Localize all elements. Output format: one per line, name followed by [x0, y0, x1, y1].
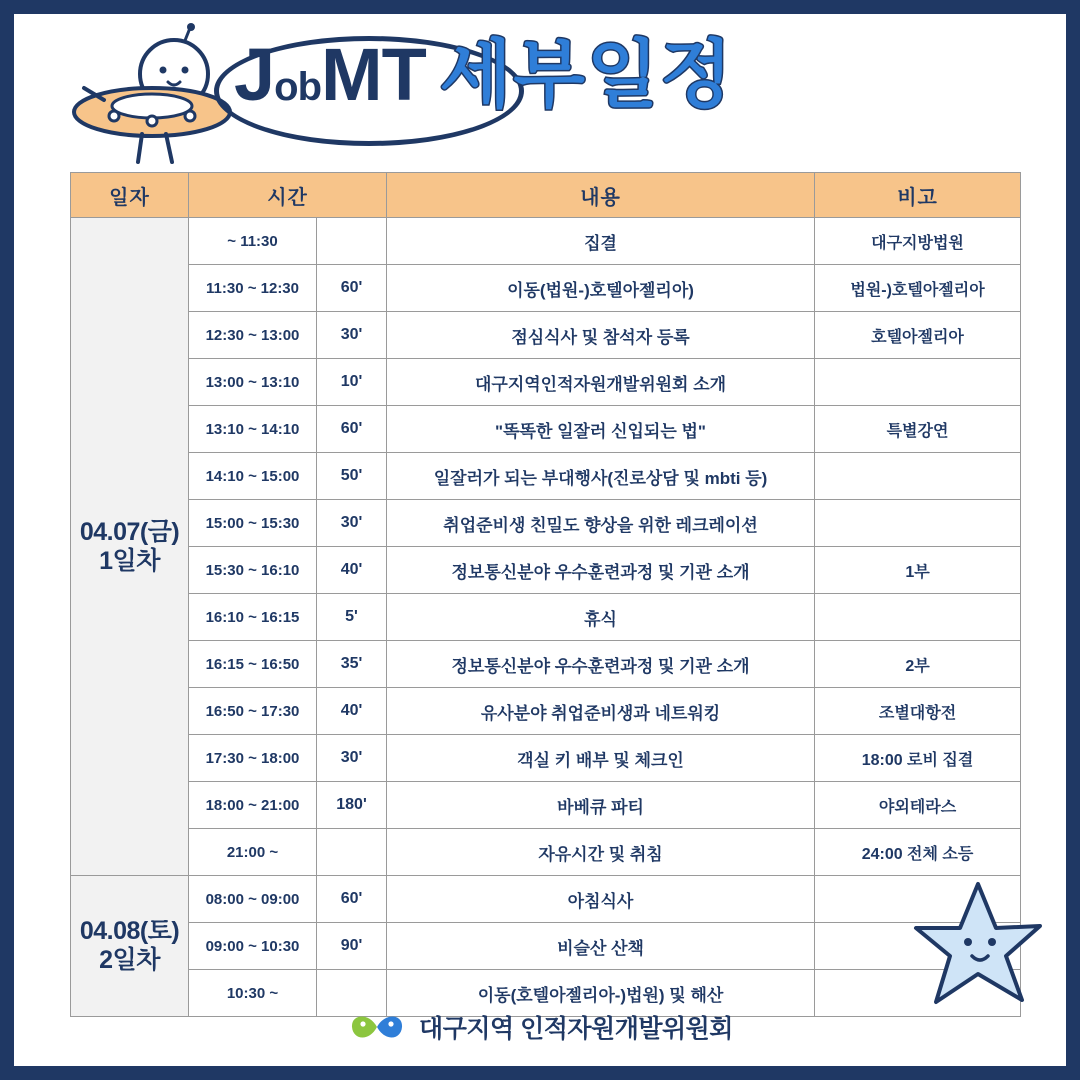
time-cell: 16:15 ~ 16:50: [189, 641, 317, 688]
poster-title: [234, 33, 734, 116]
duration-cell: [317, 218, 387, 265]
schedule-table: [70, 172, 1021, 1017]
table-body: [71, 218, 1021, 1017]
note-cell: [815, 359, 1021, 406]
content-cell: 취업준비생 친밀도 향상을 위한 레크레이션: [387, 500, 815, 547]
table-row: [71, 923, 1021, 970]
column-header-time: 시간: [189, 173, 387, 218]
time-cell: 14:10 ~ 15:00: [189, 453, 317, 500]
time-cell: 13:00 ~ 13:10: [189, 359, 317, 406]
table-row: [71, 359, 1021, 406]
note-cell: 야외테라스: [815, 782, 1021, 829]
table-row: [71, 218, 1021, 265]
duration-cell: 60': [317, 265, 387, 312]
note-cell: [815, 500, 1021, 547]
duration-cell: 60': [317, 876, 387, 923]
note-cell: [815, 594, 1021, 641]
table-row: [71, 688, 1021, 735]
content-cell: 이동(법원-)호텔아젤리아): [387, 265, 815, 312]
date-cell: 04.08(토) 2일차: [71, 876, 189, 1017]
note-cell: 법원-)호텔아젤리아: [815, 265, 1021, 312]
table-row: [71, 641, 1021, 688]
content-cell: 이동(호텔아젤리아-)법원) 및 해산: [387, 970, 815, 1017]
content-cell: 대구지역인적자원개발위원회 소개: [387, 359, 815, 406]
date-cell: 04.07(금) 1일차: [71, 218, 189, 876]
table-row: [71, 876, 1021, 923]
column-header-note: 비고: [815, 173, 1021, 218]
duration-cell: 90': [317, 923, 387, 970]
time-cell: 21:00 ~: [189, 829, 317, 876]
duration-cell: 30': [317, 312, 387, 359]
time-cell: 11:30 ~ 12:30: [189, 265, 317, 312]
time-cell: 16:10 ~ 16:15: [189, 594, 317, 641]
time-cell: 09:00 ~ 10:30: [189, 923, 317, 970]
footer-organization: 대구지역 인적자원개발위원회: [419, 1015, 733, 1043]
time-cell: 12:30 ~ 13:00: [189, 312, 317, 359]
content-cell: 바베큐 파티: [387, 782, 815, 829]
time-cell: 17:30 ~ 18:00: [189, 735, 317, 782]
duration-cell: 30': [317, 735, 387, 782]
note-cell: 2부: [815, 641, 1021, 688]
table-row: [71, 782, 1021, 829]
content-cell: 정보통신분야 우수훈련과정 및 기관 소개: [387, 547, 815, 594]
content-cell: 자유시간 및 취침: [387, 829, 815, 876]
time-cell: ~ 11:30: [189, 218, 317, 265]
duration-cell: 180': [317, 782, 387, 829]
poster-header: [14, 14, 1066, 164]
note-cell: 호텔아젤리아: [815, 312, 1021, 359]
table-header-row: [71, 173, 1021, 218]
time-cell: 15:00 ~ 15:30: [189, 500, 317, 547]
title-mt: MT: [321, 33, 426, 116]
note-cell: 대구지방법원: [815, 218, 1021, 265]
content-cell: 정보통신분야 우수훈련과정 및 기관 소개: [387, 641, 815, 688]
content-cell: 객실 키 배부 및 체크인: [387, 735, 815, 782]
column-header-date: 일자: [71, 173, 189, 218]
table-row: [71, 453, 1021, 500]
table-row: [71, 594, 1021, 641]
duration-cell: 40': [317, 547, 387, 594]
duration-cell: [317, 829, 387, 876]
table-row: [71, 829, 1021, 876]
duration-cell: 5': [317, 594, 387, 641]
note-cell: 특별강연: [815, 406, 1021, 453]
duration-cell: 40': [317, 688, 387, 735]
column-header-content: 내용: [387, 173, 815, 218]
title-korean: 세부일정: [439, 33, 734, 116]
infinity-fish-logo-icon: [347, 1006, 407, 1048]
title-j: J: [234, 33, 275, 116]
note-cell: [815, 453, 1021, 500]
content-cell: 휴식: [387, 594, 815, 641]
time-cell: 16:50 ~ 17:30: [189, 688, 317, 735]
content-cell: 유사분야 취업준비생과 네트워킹: [387, 688, 815, 735]
content-cell: 점심식사 및 참석자 등록: [387, 312, 815, 359]
note-cell: 조별대항전: [815, 688, 1021, 735]
time-cell: 18:00 ~ 21:00: [189, 782, 317, 829]
time-cell: 13:10 ~ 14:10: [189, 406, 317, 453]
time-cell: 10:30 ~: [189, 970, 317, 1017]
duration-cell: 30': [317, 500, 387, 547]
schedule-table-wrap: [70, 172, 1020, 1017]
star-character-icon: [912, 876, 1042, 1006]
content-cell: 일잘러가 되는 부대행사(진로상담 및 mbti 등): [387, 453, 815, 500]
content-cell: 집결: [387, 218, 815, 265]
content-cell: 비슬산 산책: [387, 923, 815, 970]
time-cell: 15:30 ~ 16:10: [189, 547, 317, 594]
note-cell: 18:00 로비 집결: [815, 735, 1021, 782]
duration-cell: 60': [317, 406, 387, 453]
note-cell: 1부: [815, 547, 1021, 594]
table-row: [71, 735, 1021, 782]
title-ob: ob: [274, 65, 322, 109]
duration-cell: 10': [317, 359, 387, 406]
table-row: [71, 406, 1021, 453]
poster-footer: [14, 1006, 1066, 1048]
content-cell: 아침식사: [387, 876, 815, 923]
table-row: [71, 265, 1021, 312]
title-jobmt: [234, 33, 426, 116]
note-cell: 24:00 전체 소등: [815, 829, 1021, 876]
time-cell: 08:00 ~ 09:00: [189, 876, 317, 923]
duration-cell: 50': [317, 453, 387, 500]
content-cell: "똑똑한 일잘러 신입되는 법": [387, 406, 815, 453]
duration-cell: 35': [317, 641, 387, 688]
table-row: [71, 312, 1021, 359]
table-row: [71, 547, 1021, 594]
table-row: [71, 500, 1021, 547]
